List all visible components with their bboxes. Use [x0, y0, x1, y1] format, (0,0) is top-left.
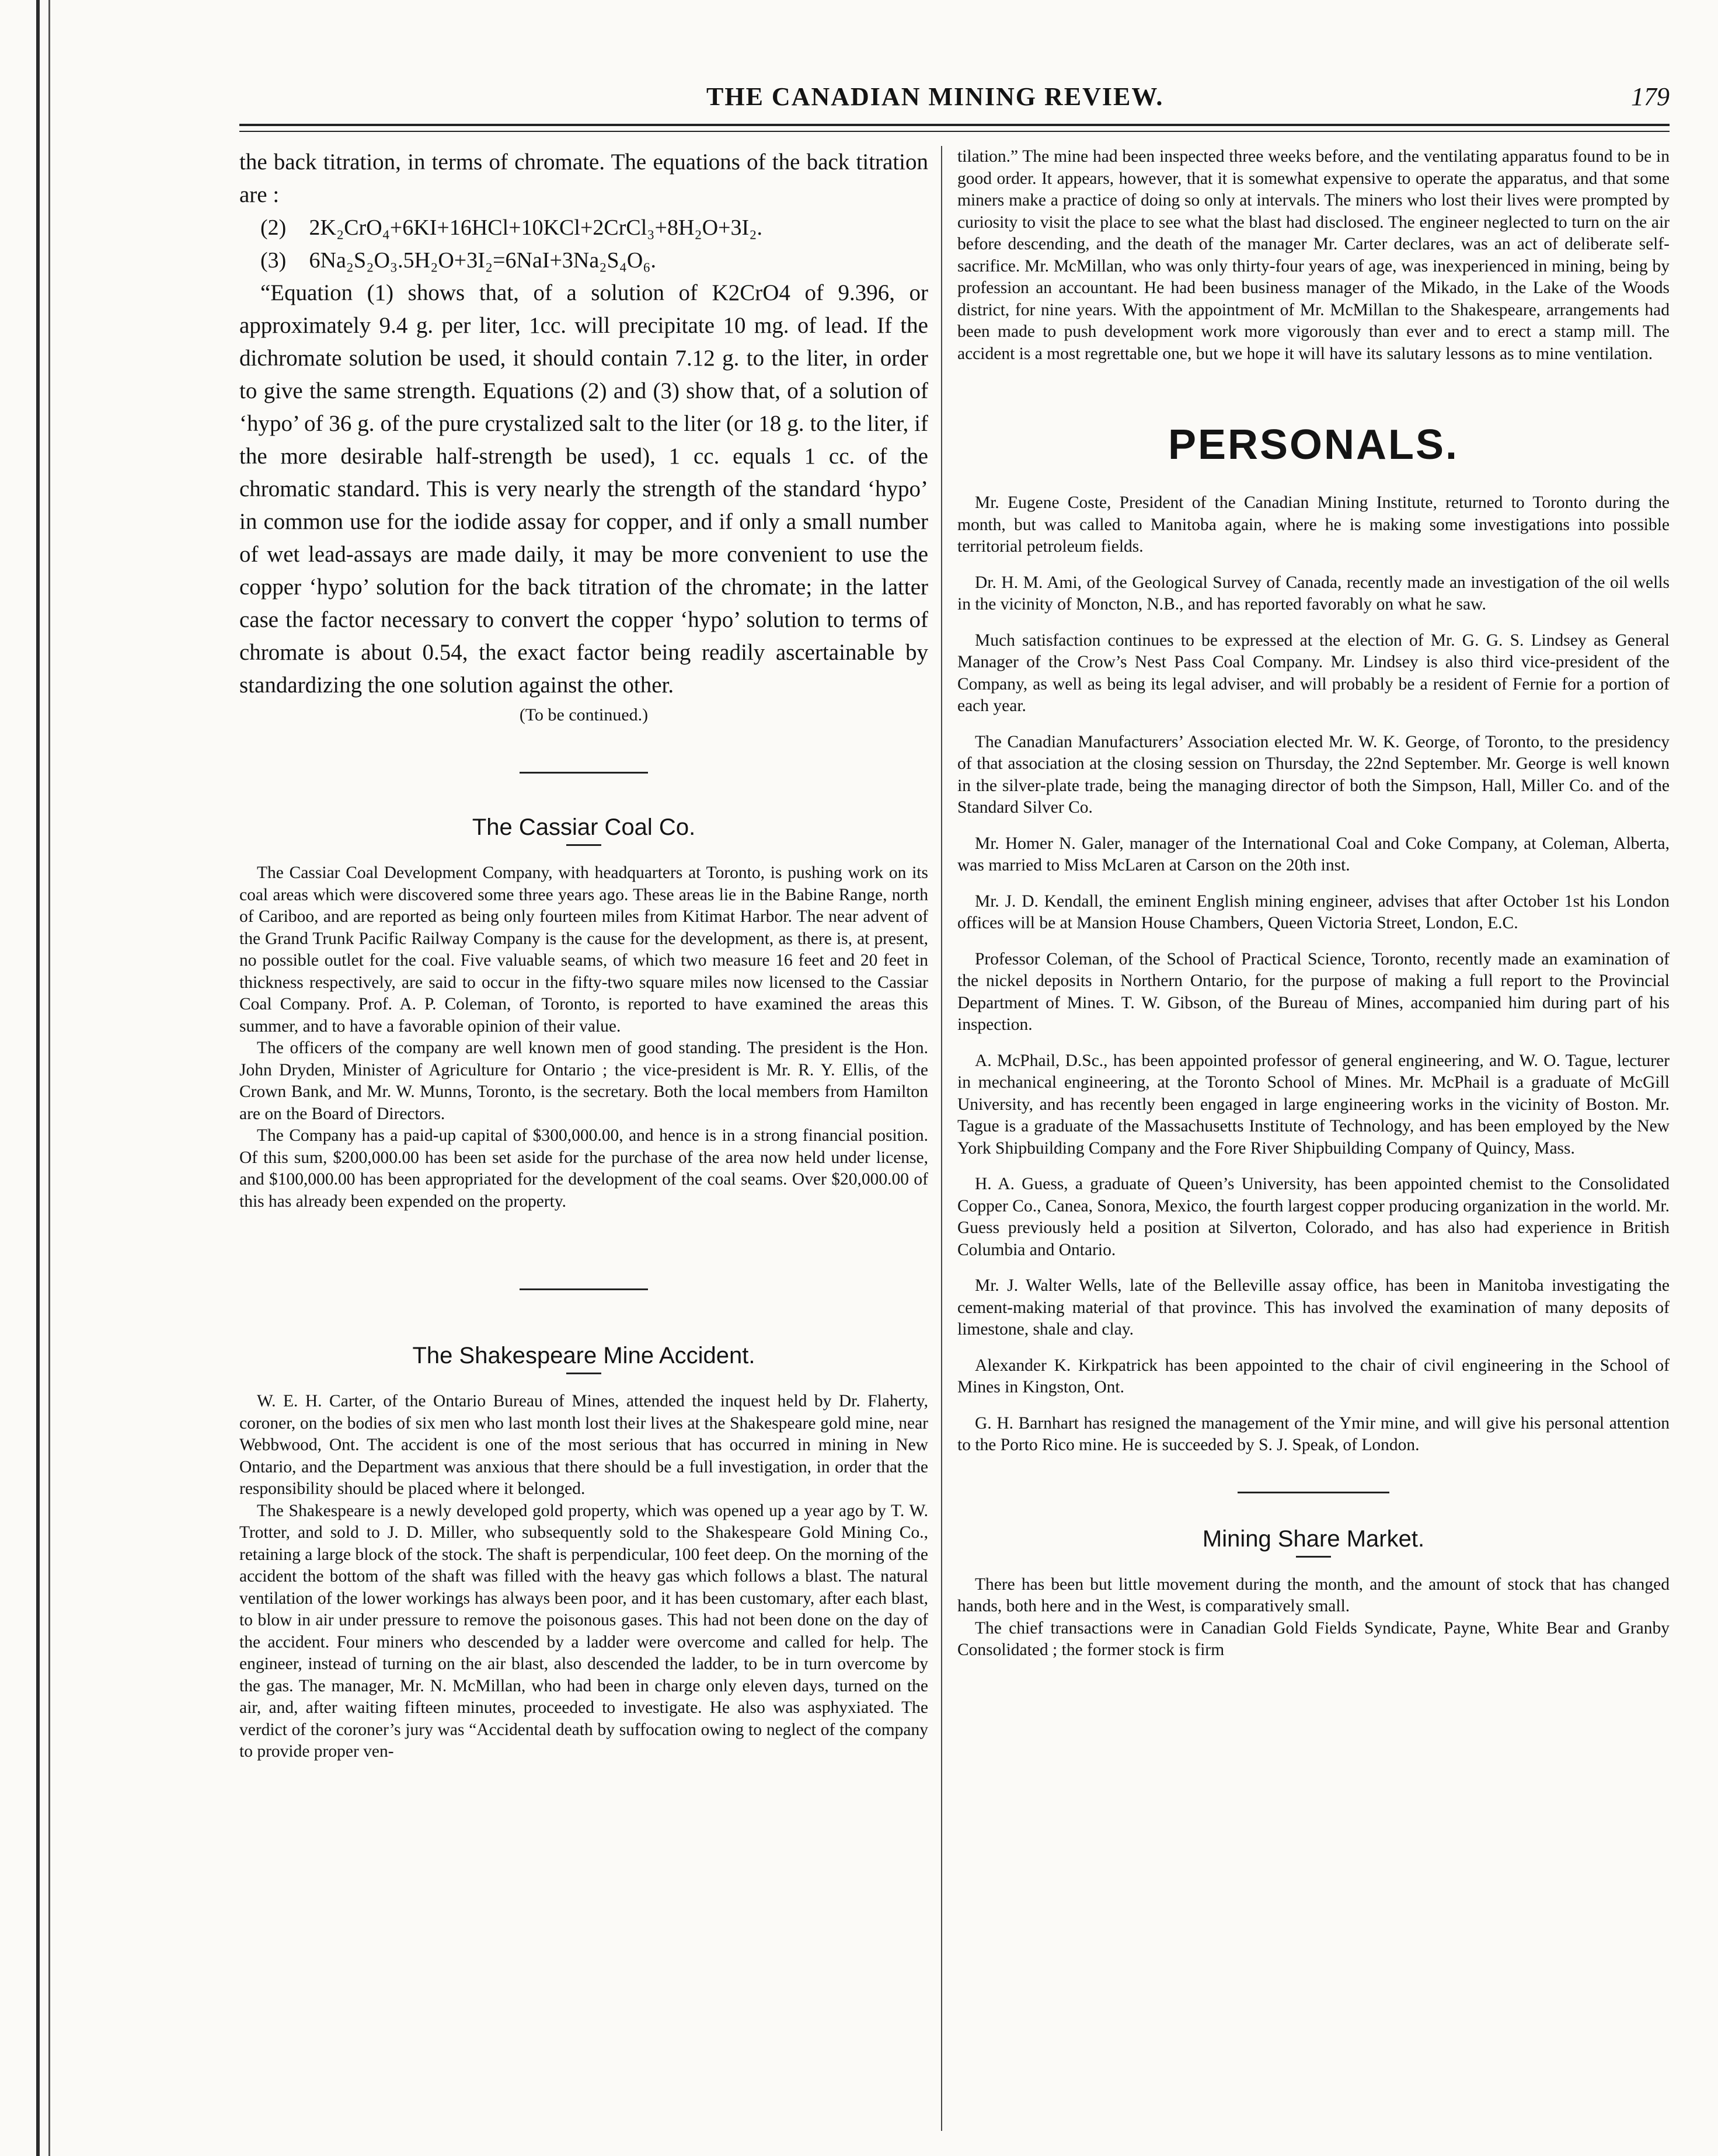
market-article — [957, 1574, 1670, 1662]
personal-item: Mr. J. D. Kendall, the eminent English mining engineer, advises that after October 1st his London offices will be at Mansion House Chambers, Queen Victoria Street, London, E.C. — [957, 891, 1670, 932]
shakespeare-article — [239, 1391, 928, 1763]
equation-text: 2K₂CrO₄+6KI+16HCl+10KCl+2CrCl₃+8H₂O+3I₂. — [309, 215, 762, 240]
page-binding-edge — [36, 0, 50, 2156]
personal-item: G. H. Barnhart has resigned the management of the Ymir mine, and will give his personal attention to the Porto Rico mine. He is succeeded by S. J. Speak, of London. — [957, 1413, 1670, 1454]
personal-item: Alexander K. Kirkpatrick has been appointed to the chair of civil engineering in the School of Mines in Kingston, Ont. — [957, 1356, 1670, 1396]
equation-2 — [260, 211, 928, 244]
shakespeare-paragraph-2: The Shakespeare is a newly developed gold property, which was opened up a year ago by T. W. Trotter, and sold to J. D. Miller, who subsequently sold to the Shakespeare Gold Mining Co., retaining a large block of the stock. The shaft is perpendicular, 100 feet deep. On the morning of the accident the bottom of the shaft was filled with the heavy gas which follows a blast. The natural ventilation of the lower workings has always been poor, and it has been customary, after each blast, to blow in air under pressure to remove the poisonous gases. This had not been done on the day of the accident. Four miners who descended by a ladder were overcome and called for help. The engineer, instead of turning on the air blast, also descended the ladder, to be in turn overcome by the gas. The manager, Mr. N. McMillan, who had been in charge only eleven days, turned on the air, and, after waiting fifteen minutes, proceeded to investigate. He also was asphyxiated. The verdict of the coroner’s jury was “Accidental death by suffocation owing to neglect of the company to provide proper ven- — [239, 1501, 928, 1761]
cassiar-paragraph-2: The officers of the company are well known men of good standing. The president is the Hon. John Dryden, Minister of Agriculture for Ontario ; the vice-president is Mr. R. Y. Ellis, of the Crown Bank, and Mr. W. Munns, Toronto, is the secretary. Both the local members from Hamilton are on the Board of Directors. — [239, 1039, 928, 1123]
personals-list — [957, 492, 1670, 1457]
equation-3 — [260, 244, 928, 277]
cassiar-title: The Cassiar Coal Co. — [472, 814, 696, 840]
market-paragraph-2: The chief transactions were in Canadian Gold Fields Syndicate, Payne, White Bear and Granby Consolidated ; the former stock is firm — [957, 1618, 1670, 1659]
personal-item: Mr. Eugene Coste, President of the Canadian Mining Institute, returned to Toronto during the month, but was called to Manitoba again, where he is making some investigations into possible territorial petroleum fields. — [957, 493, 1670, 556]
equation-number: (2) — [260, 215, 287, 240]
journal-title: THE CANADIAN MINING REVIEW. — [706, 82, 1164, 111]
header-rule — [239, 124, 1670, 126]
personal-item: The Canadian Manufacturers’ Association elected Mr. W. K. George, of Toronto, to the presidency of that association at the closing session on Thursday, the 22nd September. Mr. George is well known in the silver-plate trade, being the managing director of both the Simpson, Hall, Miller Co. and of the Standard Silver Co. — [957, 732, 1670, 817]
personals-title: PERSONALS. — [1168, 422, 1459, 468]
page-number: 179 — [1631, 82, 1670, 111]
to-be-continued: (To be continued.) — [519, 705, 649, 725]
page-header — [239, 82, 1670, 117]
section-rule — [1238, 1492, 1389, 1493]
personal-item: Much satisfaction continues to be expressed at the election of Mr. G. G. S. Lindsey as General Manager of the Crow’s Nest Pass Coal Company. Mr. Lindsey is also third vice-president of the Company, as well as being its legal adviser, and will probably be a resident of Fernie for a portion of each year. — [957, 631, 1670, 715]
equation-text: 6Na₂S₂O₃.5H₂O+3I₂=6NaI+3Na₂S₄O₆. — [309, 248, 657, 273]
title-underline — [566, 844, 601, 846]
shakespeare-continuation: tilation.” The mine had been inspected three weeks before, and the ventilating apparatus found to be in good order. It appears, however, that it is somewhat expensive to operate the apparatus, and that some miners make a practice of doing so only at intervals. The miners who lost their lives were prompted by curiosity to visit the place to see what the blast had disclosed. The engineer neglected to turn on the air before descending, and the death of the manager Mr. Carter declares, was an act of deliberate self-sacrifice. Mr. McMillan, who was only thirty-four years of age, was inexperienced in mining, being by profession an accountant. He had been business manager of the Mikado, in the Lake of the Woods district, for nine years. With the appointment of Mr. McMillan to the Shakespeare, arrangements had been made to push development work more vigorously than ever and to erect a stamp mill. The accident is a most regrettable one, but we hope it will have its salutary lessons as to mine ventilation. — [957, 147, 1670, 363]
right-column — [957, 146, 1670, 1662]
personal-item: Mr. Homer N. Galer, manager of the International Coal and Coke Company, at Coleman, Alberta, was married to Miss McLaren at Carson on the 20th inst. — [957, 834, 1670, 875]
personal-item: Dr. H. M. Ami, of the Geological Survey of Canada, recently made an investigation of the oil wells in the vicinity of Moncton, N.B., and has reported favorably on what he saw. — [957, 573, 1670, 614]
title-underline — [1296, 1556, 1331, 1558]
column-divider — [941, 146, 942, 2131]
market-paragraph-1: There has been but little movement during the month, and the amount of stock that has changed hands, both here and in the West, is comparatively small. — [957, 1575, 1670, 1615]
personal-item: Mr. J. Walter Wells, late of the Belleville assay office, has been in Manitoba investigating the cement-making material of that province. This has involved the examination of many deposits of limestone, shale and clay. — [957, 1276, 1670, 1339]
title-underline — [566, 1373, 601, 1374]
equation-number: (3) — [260, 248, 287, 273]
section-rule — [520, 772, 648, 774]
cassiar-article — [239, 862, 928, 1213]
left-column — [239, 146, 928, 1763]
header-rule-thin — [239, 131, 1670, 132]
shakespeare-paragraph-1: W. E. H. Carter, of the Ontario Bureau of Mines, attended the inquest held by Dr. Flaherty, coroner, on the bodies of six men who last month lost their lives at the Shakespeare gold mine, near Webbwood, Ont. The accident is one of the most serious that has occurred in mining in New Ontario, and the Department was anxious that there should be a full investigation, in order that the responsibility should be placed where it belonged. — [239, 1392, 928, 1498]
personal-item: H. A. Guess, a graduate of Queen’s University, has been appointed chemist to the Consolidated Copper Co., Canea, Sonora, Mexico, the fourth largest copper producing organization in the world. Mr. Guess previously held a position at Silverton, Colorado, and has also had experience in British Columbia and Ontario. — [957, 1175, 1670, 1259]
section-rule — [520, 1288, 648, 1290]
chromate-paragraph: “Equation (1) shows that, of a solution of K2CrO4 of 9.396, or approximately 9.4 g. per liter, 1cc. will precipitate 10 mg. of lead. If the dichromate solution be used, it should contain 7.12 g. to the liter, in order to give the same strength. Equations (2) and (3) show that, of a solution of ‘hypo’ of 36 g. of the pure crystalized salt to the liter (or 18 g. to the liter, if the more desirable half-strength be used), 1 cc. equals 1 cc. of the chromatic standard. This is very nearly the strength of the standard ‘hypo’ in common use for the iodide assay for copper, and if only a small number of wet lead-assays are made daily, it may be more convenient to use the copper ‘hypo’ solution for the back titration of the chromate; in the latter case the factor necessary to convert the copper ‘hypo’ solution to terms of chromate is about 0.54, the exact factor being readily ascertainable by standardizing the one solution against the other. — [239, 280, 928, 698]
personal-item: Professor Coleman, of the School of Practical Science, Toronto, recently made an examination of the nickel deposits in Northern Ontario, for the purpose of making a full report to the Provincial Department of Mines. T. W. Gibson, of the Bureau of Mines, accompanied him during part of his inspection. — [957, 949, 1670, 1034]
cassiar-paragraph-3: The Company has a paid-up capital of $300,000.00, and hence is in a strong financial position. Of this sum, $200,000.00 has been set aside for the purchase of the area now held under license, and $100,000.00 has been appropriated for the development of the coal seams. Over $20,000.00 of this has already been expended on the property. — [239, 1126, 928, 1211]
chromate-intro: the back titration, in terms of chromate. The equations of the back titration are : — [239, 149, 928, 207]
shakespeare-title: The Shakespeare Mine Accident. — [412, 1343, 755, 1368]
market-title: Mining Share Market. — [1202, 1525, 1425, 1552]
cassiar-paragraph-1: The Cassiar Coal Development Company, with headquarters at Toronto, is pushing work on its coal areas which were discovered some three years ago. These areas lie in the Babine Range, north of Cariboo, and are reported as being only fourteen miles from Kitimat Harbor. The near advent of the Grand Trunk Pacific Railway Company is the cause for the development, as there is, at present, no possible outlet for the coal. Five valuable seams, of which two measure 16 feet and 20 feet in thickness respectively, are said to occur in the fifty-two square miles now licensed to the Cassiar Coal Company. Prof. A. P. Coleman, of Toronto, is reported to have examined the areas this summer, and to have a favorable opinion of their value. — [239, 863, 928, 1036]
personal-item: A. McPhail, D.Sc., has been appointed professor of general engineering, and W. O. Tague, lecturer in mechanical engineering, at the Toronto School of Mines. Mr. McPhail is a graduate of McGill University, and has recently been engaged in large engineering works in the vicinity of Boston. Mr. Tague is a graduate of the Massachusetts Institute of Technology, and has been employed by the New York Shipbuilding Company and the Fore River Shipbuilding Company of Quincy, Mass. — [957, 1051, 1670, 1158]
